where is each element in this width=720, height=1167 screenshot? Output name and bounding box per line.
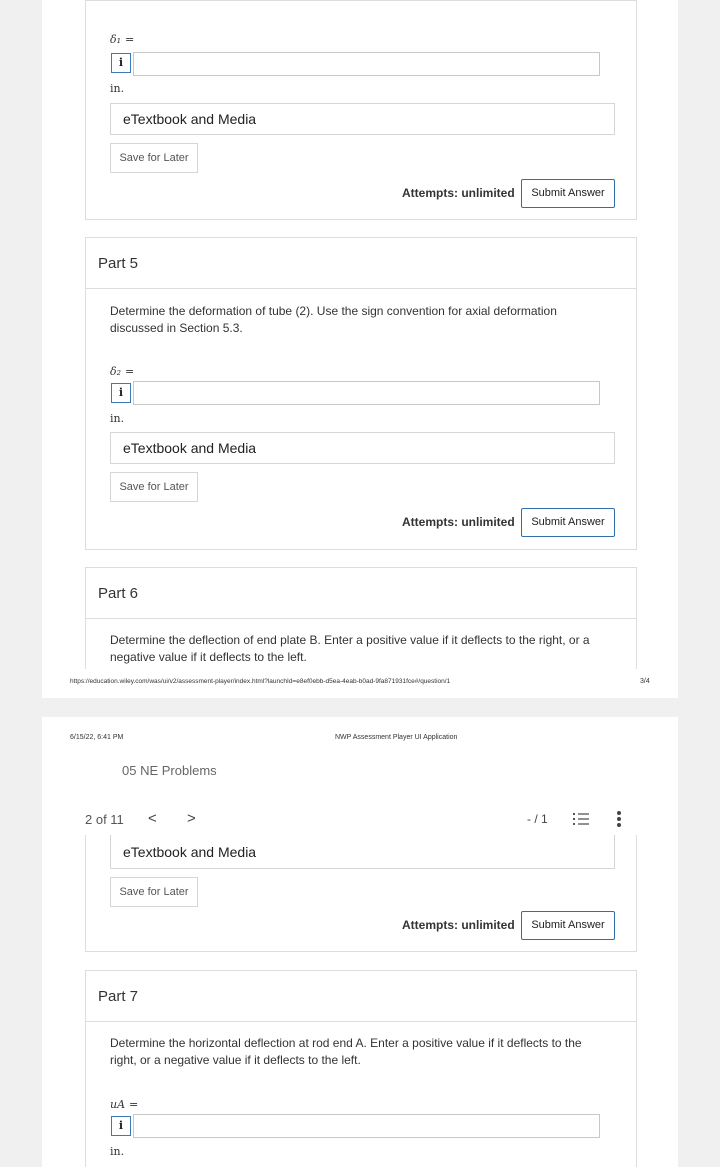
question-line: right, or a negative value if it deflects to the left. bbox=[110, 1053, 361, 1067]
list-icon-glyph bbox=[572, 811, 590, 827]
part-7-question bbox=[110, 1035, 620, 1069]
submit-answer-button[interactable]: Submit Answer bbox=[521, 179, 615, 208]
part-7-card bbox=[85, 970, 637, 1167]
part-7-header bbox=[86, 971, 636, 1022]
next-question-button[interactable]: > bbox=[187, 810, 196, 827]
part-4-card bbox=[85, 0, 637, 220]
printed-page-3 bbox=[42, 0, 678, 698]
delta-1-answer-input[interactable] bbox=[133, 52, 600, 76]
question-line: Determine the horizontal deflection at rod end A. Enter a positive value if it deflects to the bbox=[110, 1036, 582, 1050]
part-5-card bbox=[85, 237, 637, 550]
list-icon[interactable] bbox=[572, 811, 590, 832]
save-for-later-button[interactable]: Save for Later bbox=[110, 143, 198, 173]
part-6-header bbox=[86, 568, 636, 619]
variable-symbol: δ₁ bbox=[110, 33, 122, 46]
info-icon[interactable]: i bbox=[111, 1116, 131, 1136]
question-pager: 2 of 11 bbox=[85, 812, 124, 827]
part-6-card bbox=[85, 567, 637, 669]
question-line: Determine the deflection of end plate B. Enter a positive value if it deflects to the right, or a bbox=[110, 633, 590, 647]
more-vertical-icon-glyph bbox=[615, 810, 623, 828]
part-title: Part 7 bbox=[98, 988, 139, 1005]
u-a-answer-input[interactable] bbox=[133, 1114, 600, 1138]
u-a-label bbox=[110, 1098, 138, 1111]
delta-1-label bbox=[110, 33, 134, 46]
previous-question-button[interactable]: < bbox=[148, 810, 157, 827]
attempts-label: Attempts: unlimited bbox=[402, 918, 515, 932]
etextbook-media-link[interactable]: eTextbook and Media bbox=[110, 103, 615, 135]
submit-answer-button[interactable]: Submit Answer bbox=[521, 508, 615, 537]
attempts-label: Attempts: unlimited bbox=[402, 515, 515, 529]
etextbook-media-link[interactable]: eTextbook and Media bbox=[110, 835, 615, 869]
part-6-question bbox=[110, 632, 620, 666]
more-vertical-icon[interactable] bbox=[615, 810, 623, 833]
print-footer-url: https://education.wiley.com/was/ui/v2/assessment-player/index.html?launchId=e8ef0ebb-d5ea-4eab-b0ad-9fa871931fce#/question/1 bbox=[70, 678, 451, 685]
part-6-continued-card bbox=[85, 835, 637, 952]
question-score: - / 1 bbox=[527, 812, 548, 826]
unit-label: in. bbox=[110, 412, 125, 425]
variable-symbol: δ₂ bbox=[110, 365, 122, 378]
print-header-title: NWP Assessment Player UI Application bbox=[335, 734, 458, 741]
attempts-label: Attempts: unlimited bbox=[402, 186, 515, 200]
print-header-date: 6/15/22, 6:41 PM bbox=[70, 734, 124, 741]
print-footer-page-number: 3/4 bbox=[640, 678, 650, 685]
save-for-later-button[interactable]: Save for Later bbox=[110, 877, 198, 907]
part-title: Part 5 bbox=[98, 255, 139, 272]
part-title: Part 6 bbox=[98, 585, 139, 602]
equals-sign: = bbox=[129, 1098, 139, 1111]
info-icon[interactable]: i bbox=[111, 53, 131, 73]
submit-answer-button[interactable]: Submit Answer bbox=[521, 911, 615, 940]
unit-label: in. bbox=[110, 82, 125, 95]
save-for-later-button[interactable]: Save for Later bbox=[110, 472, 198, 502]
delta-2-label bbox=[110, 365, 134, 378]
question-line: Determine the deformation of tube (2). Use the sign convention for axial deformation bbox=[110, 304, 557, 318]
question-line: negative value if it deflects to the left. bbox=[110, 650, 307, 664]
info-icon[interactable]: i bbox=[111, 383, 131, 403]
part-5-question bbox=[110, 303, 620, 337]
course-title: 05 NE Problems bbox=[122, 763, 217, 778]
unit-label: in. bbox=[110, 1145, 125, 1158]
part-5-header bbox=[86, 238, 636, 289]
question-line: discussed in Section 5.3. bbox=[110, 321, 243, 335]
etextbook-media-link[interactable]: eTextbook and Media bbox=[110, 432, 615, 464]
equals-sign: = bbox=[125, 33, 135, 46]
printed-page-4 bbox=[42, 717, 678, 1167]
equals-sign: = bbox=[125, 365, 135, 378]
delta-2-answer-input[interactable] bbox=[133, 381, 600, 405]
variable-symbol: uA bbox=[110, 1098, 126, 1111]
